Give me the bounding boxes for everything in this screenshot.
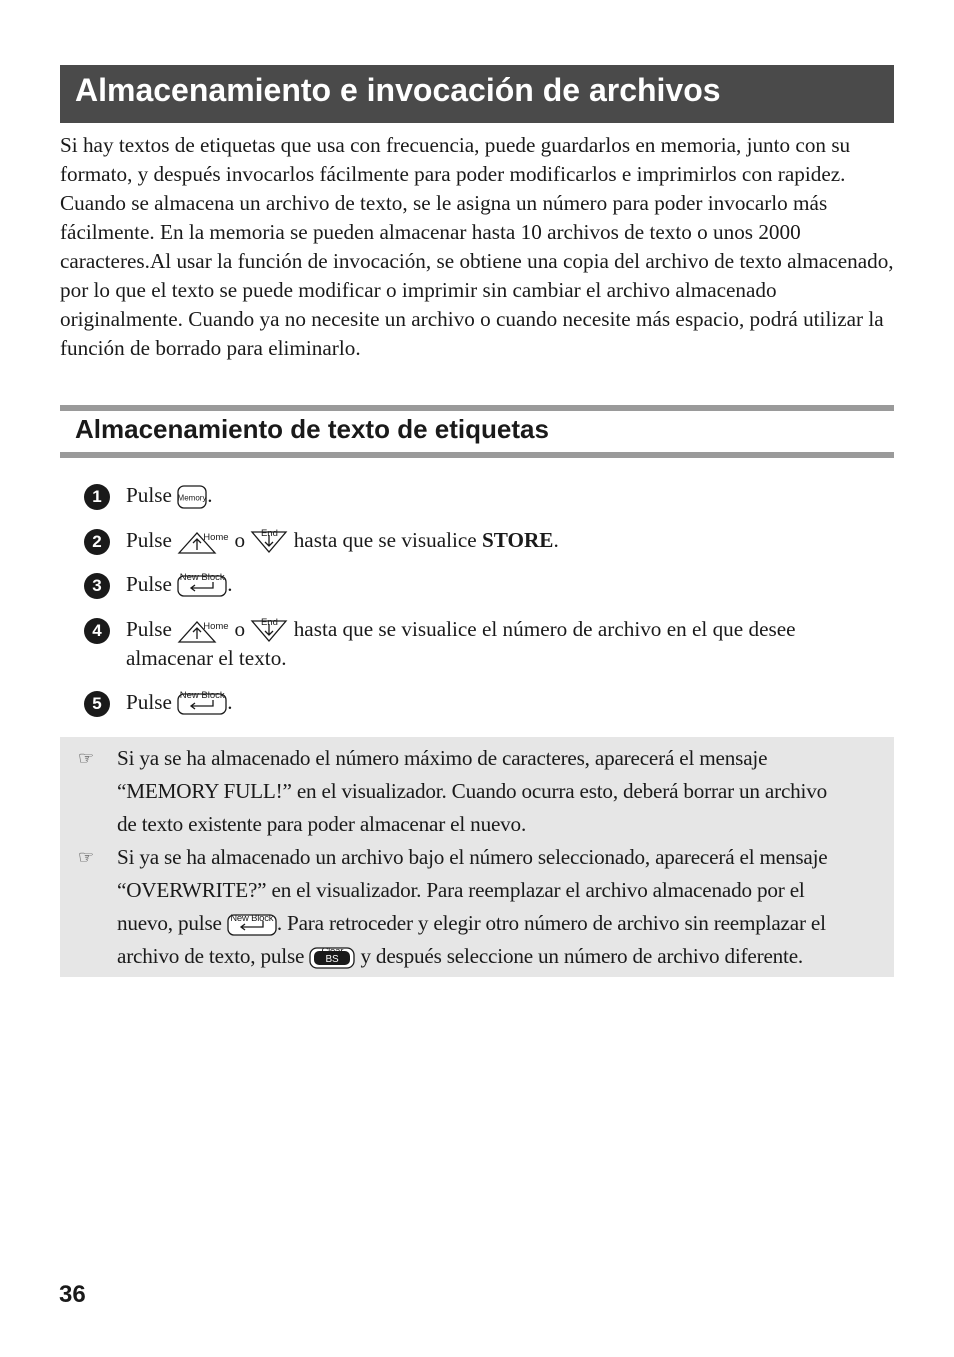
notes-box bbox=[60, 737, 894, 977]
note-2-line-2: “OVERWRITE?” en el visualizador. Para reemplazar el archivo almacenado por el bbox=[117, 878, 805, 902]
step-pulse: Pulse bbox=[126, 617, 172, 641]
enter-key-icon bbox=[177, 574, 227, 598]
intro-paragraph: Si hay textos de etiquetas que usa con frecuencia, puede guardarlos en memoria, junto con su formato, y después invocarlos fácilmente para poder modificarlos e imprimirlos con rapidez. Cuando se almacena un archivo de texto, se le asigna un número para poder invocarlo más fácilmente. En la memoria se pueden almacenar hasta 10 archivos de texto o unos 2000 caracteres.Al usar la función de invocación, se obtiene una copia del archivo de texto almacenado, por lo que el texto se puede modificar o imprimir sin cambiar el archivo almacenado originalmente. Cuando ya no necesite un archivo o cuando necesite más espacio, podrá utilizar la función de borrado para eliminarlo. bbox=[60, 133, 894, 360]
note-1-line-3: de texto existente para poder almacenar el nuevo. bbox=[117, 812, 527, 836]
step-number: 2 bbox=[84, 529, 110, 555]
end-key-caption: End bbox=[260, 528, 278, 540]
step-text bbox=[126, 526, 559, 555]
note-2-line-3 bbox=[117, 907, 878, 940]
step-text bbox=[126, 481, 213, 510]
note-2-line-3-start: nuevo, pulse bbox=[117, 911, 222, 935]
section-title: Almacenamiento de texto de etiquetas bbox=[75, 414, 549, 444]
bs-key-icon bbox=[309, 946, 355, 970]
new-block-key-caption: New Block bbox=[179, 690, 225, 702]
new-block-key-caption: New Block bbox=[230, 913, 274, 925]
step-text bbox=[126, 615, 796, 644]
step-text bbox=[126, 570, 233, 599]
note-2 bbox=[78, 841, 878, 973]
step-pulse: Pulse bbox=[126, 690, 172, 714]
step-strong: STORE bbox=[481, 528, 554, 552]
step-pulse: Pulse bbox=[126, 572, 172, 596]
step-number: 4 bbox=[84, 618, 110, 644]
step-number: 3 bbox=[84, 573, 110, 599]
step-end: . bbox=[227, 572, 233, 596]
step-pulse: Pulse bbox=[126, 528, 172, 552]
section-rule-bottom bbox=[60, 452, 894, 458]
note-2-line-4 bbox=[117, 940, 878, 973]
enter-key-icon bbox=[177, 692, 227, 716]
note-2-line-1: Si ya se ha almacenado un archivo bajo el número seleccionado, aparecerá el mensaje bbox=[117, 845, 828, 869]
new-block-key-caption: New Block bbox=[179, 572, 225, 584]
up-arrow-key-icon bbox=[177, 529, 229, 555]
step-4 bbox=[84, 615, 894, 675]
note-1 bbox=[78, 742, 878, 841]
pointing-hand-icon: ☞ bbox=[78, 847, 95, 868]
memory-key-label: Memory bbox=[177, 493, 207, 503]
step-or: o bbox=[234, 528, 246, 552]
memory-key-icon bbox=[177, 485, 207, 509]
enter-key-icon bbox=[227, 913, 277, 937]
step-or: o bbox=[234, 617, 246, 641]
page-number: 36 bbox=[59, 1281, 86, 1308]
home-key-caption: Home bbox=[203, 532, 229, 544]
note-1-line-2: “MEMORY FULL!” en el visualizador. Cuando ocurra esto, deberá borrar un archivo bbox=[117, 779, 828, 803]
step-rest: hasta que se visualice el número de archivo en el que desee bbox=[293, 617, 796, 641]
end-key-caption: End bbox=[260, 617, 278, 629]
note-1-line-1: Si ya se ha almacenado el número máximo de caracteres, aparecerá el mensaje bbox=[117, 746, 768, 770]
note-2-line-4-start: archivo de texto, pulse bbox=[117, 944, 305, 968]
step-rest: hasta que se visualice bbox=[293, 528, 477, 552]
step-end: . bbox=[207, 483, 213, 507]
home-key-caption: Home bbox=[203, 621, 229, 633]
step-number: 1 bbox=[84, 484, 110, 510]
step-end: . bbox=[553, 528, 559, 552]
bs-key-label: BS bbox=[325, 954, 339, 966]
note-2-line-3-end: . Para retroceder y elegir otro número de archivo sin reemplazar el bbox=[276, 911, 826, 935]
step-number: 5 bbox=[84, 691, 110, 717]
step-text bbox=[126, 688, 233, 717]
note-2-line-4-end: y después seleccione un número de archivo diferente. bbox=[360, 944, 804, 968]
down-arrow-key-icon bbox=[250, 618, 288, 644]
chapter-title-bar bbox=[60, 65, 894, 123]
down-arrow-key-icon bbox=[250, 529, 288, 555]
up-arrow-key-icon bbox=[177, 618, 229, 644]
chapter-title: Almacenamiento e invocación de archivos bbox=[75, 72, 721, 108]
pointing-hand-icon: ☞ bbox=[78, 748, 95, 769]
step-end: . bbox=[227, 690, 233, 714]
clear-key-caption: Clear bbox=[321, 946, 344, 958]
step-pulse: Pulse bbox=[126, 483, 172, 507]
step-text-continued: almacenar el texto. bbox=[126, 646, 287, 670]
